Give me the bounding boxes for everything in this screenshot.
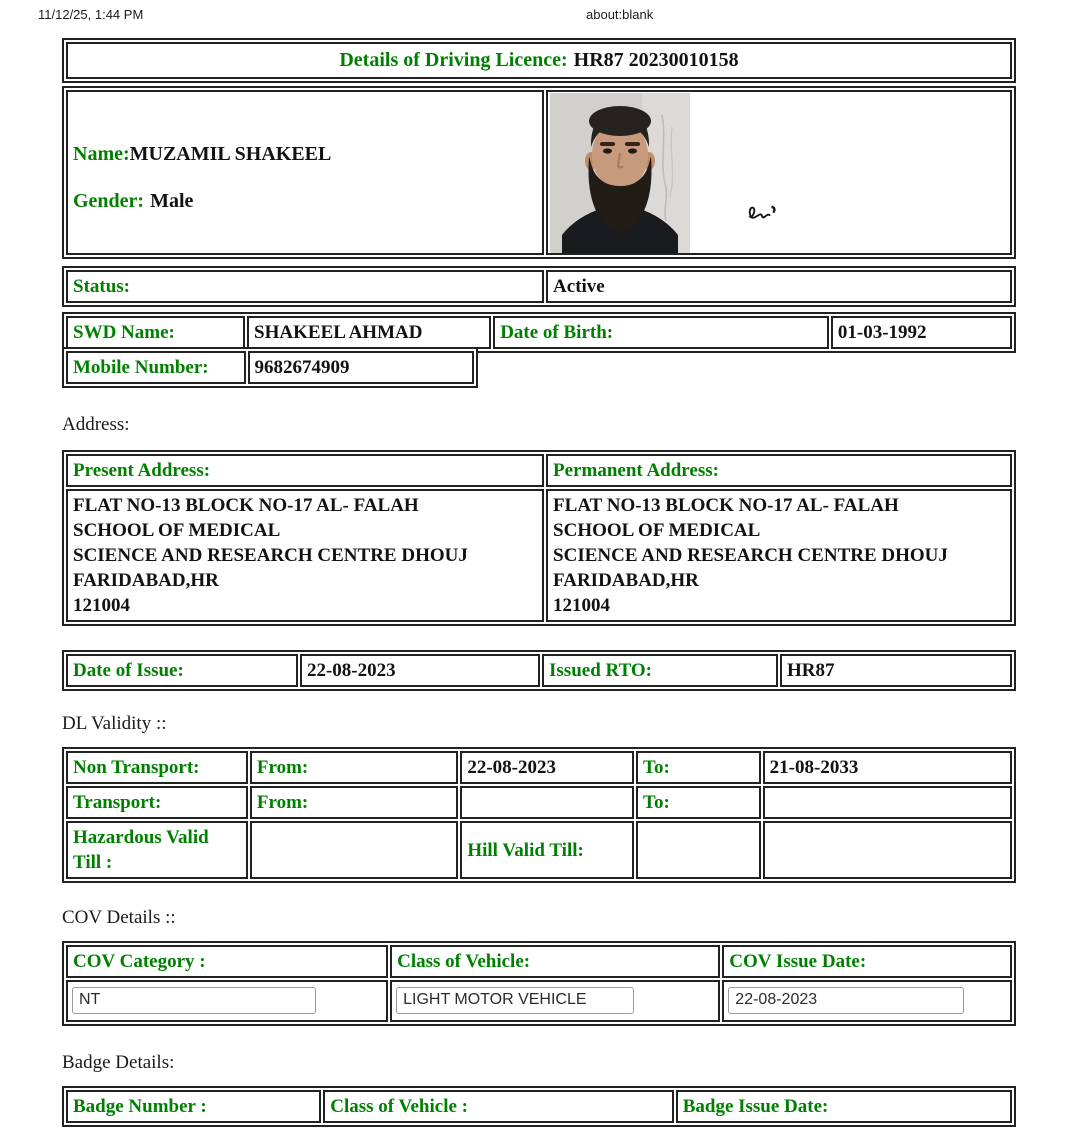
cov-category-cell (66, 980, 388, 1022)
hill-valid-till-extra-cell (763, 821, 1012, 879)
swd-name-label: SWD Name: (66, 316, 245, 349)
licence-header-cell (66, 42, 1012, 79)
cov-category-input[interactable] (72, 987, 316, 1014)
signature-image (745, 198, 781, 226)
hill-valid-till-label: Hill Valid Till: (460, 821, 634, 879)
gender-line (73, 189, 542, 214)
permanent-address-line: FARIDABAD,HR (553, 570, 699, 591)
print-page-title: about:blank (586, 7, 654, 22)
dl-validity-section-title: DL Validity :: (62, 713, 167, 734)
status-table (62, 266, 1016, 307)
cov-class-input[interactable] (396, 987, 634, 1014)
gender-value: Male (150, 190, 194, 212)
issue-table (62, 650, 1016, 691)
present-address-line: FLAT NO-13 BLOCK NO-17 AL- FALAH (73, 495, 419, 516)
non-transport-from-value: 22-08-2023 (460, 751, 634, 784)
identity-cell (66, 90, 544, 255)
dob-label: Date of Birth: (493, 316, 829, 349)
badge-section-title: Badge Details: (62, 1051, 175, 1073)
print-header (0, 0, 1080, 28)
swd-name-value: SHAKEEL AHMAD (247, 316, 491, 349)
transport-from-value (460, 786, 634, 819)
licence-header-table (62, 38, 1016, 83)
gender-label: Gender: (73, 190, 145, 212)
licence-photo (550, 93, 690, 255)
status-value: Active (546, 270, 1012, 303)
non-transport-to-value: 21-08-2033 (763, 751, 1012, 784)
licence-header-label: Details of Driving Licence: (339, 49, 568, 71)
status-label: Status: (66, 270, 544, 303)
badge-class-label: Class of Vehicle : (323, 1090, 673, 1123)
permanent-address-value (546, 489, 1012, 622)
dl-validity-table (62, 747, 1016, 883)
name-label: Name: (73, 143, 130, 165)
date-of-issue-label: Date of Issue: (66, 654, 298, 687)
issued-rto-value: HR87 (780, 654, 1012, 687)
address-section-title: Address: (62, 414, 130, 435)
cov-issue-date-cell (722, 980, 1012, 1022)
mobile-label: Mobile Number: (66, 351, 246, 384)
badge-number-label: Badge Number : (66, 1090, 321, 1123)
licence-number: HR87 20230010158 (573, 49, 739, 71)
permanent-address-line: SCIENCE AND RESEARCH CENTRE DHOUJ (553, 545, 948, 566)
hazardous-valid-till-value (250, 821, 458, 879)
present-address-line: FARIDABAD,HR (73, 570, 219, 591)
present-address-line: 121004 (73, 595, 130, 616)
permanent-address-line: 121004 (553, 595, 611, 616)
badge-issue-date-label: Badge Issue Date: (676, 1090, 1012, 1123)
name-line (73, 142, 542, 167)
identity-table (62, 86, 1016, 259)
cov-issue-date-label: COV Issue Date: (722, 945, 1012, 978)
permanent-address-line: SCHOOL OF MEDICAL (553, 520, 761, 541)
cov-class-cell (390, 980, 720, 1022)
name-value: MUZAMIL SHAKEEL (129, 143, 332, 165)
print-datetime: 11/12/25, 1:44 PM (38, 7, 144, 22)
present-address-value (66, 489, 544, 622)
present-address-line: SCHOOL OF MEDICAL (73, 520, 281, 541)
cov-section-title: COV Details :: (62, 907, 176, 928)
badge-table (62, 1086, 1016, 1127)
present-address-label: Present Address: (66, 454, 544, 487)
cov-table (62, 941, 1016, 1026)
transport-from-label: From: (250, 786, 458, 819)
non-transport-label: Non Transport: (66, 751, 248, 784)
present-address-line: SCIENCE AND RESEARCH CENTRE DHOUJ (73, 545, 468, 566)
date-of-issue-value: 22-08-2023 (300, 654, 540, 687)
dob-value: 01-03-1992 (831, 316, 1012, 349)
licence-details-page (62, 38, 1016, 1127)
transport-to-value (763, 786, 1012, 819)
issued-rto-label: Issued RTO: (542, 654, 778, 687)
hill-valid-till-value (636, 821, 761, 879)
hazardous-valid-till-label: Hazardous Valid Till : (66, 821, 248, 879)
permanent-address-line: FLAT NO-13 BLOCK NO-17 AL- FALAH (553, 495, 899, 516)
mobile-table (62, 347, 478, 388)
address-table (62, 450, 1016, 626)
transport-label: Transport: (66, 786, 248, 819)
cov-category-label: COV Category : (66, 945, 388, 978)
permanent-address-label: Permanent Address: (546, 454, 1012, 487)
non-transport-from-label: From: (250, 751, 458, 784)
cov-issue-date-input[interactable] (728, 987, 964, 1014)
non-transport-to-label: To: (636, 751, 761, 784)
photo-cell (546, 90, 1012, 255)
cov-class-label: Class of Vehicle: (390, 945, 720, 978)
transport-to-label: To: (636, 786, 761, 819)
mobile-value: 9682674909 (248, 351, 474, 384)
